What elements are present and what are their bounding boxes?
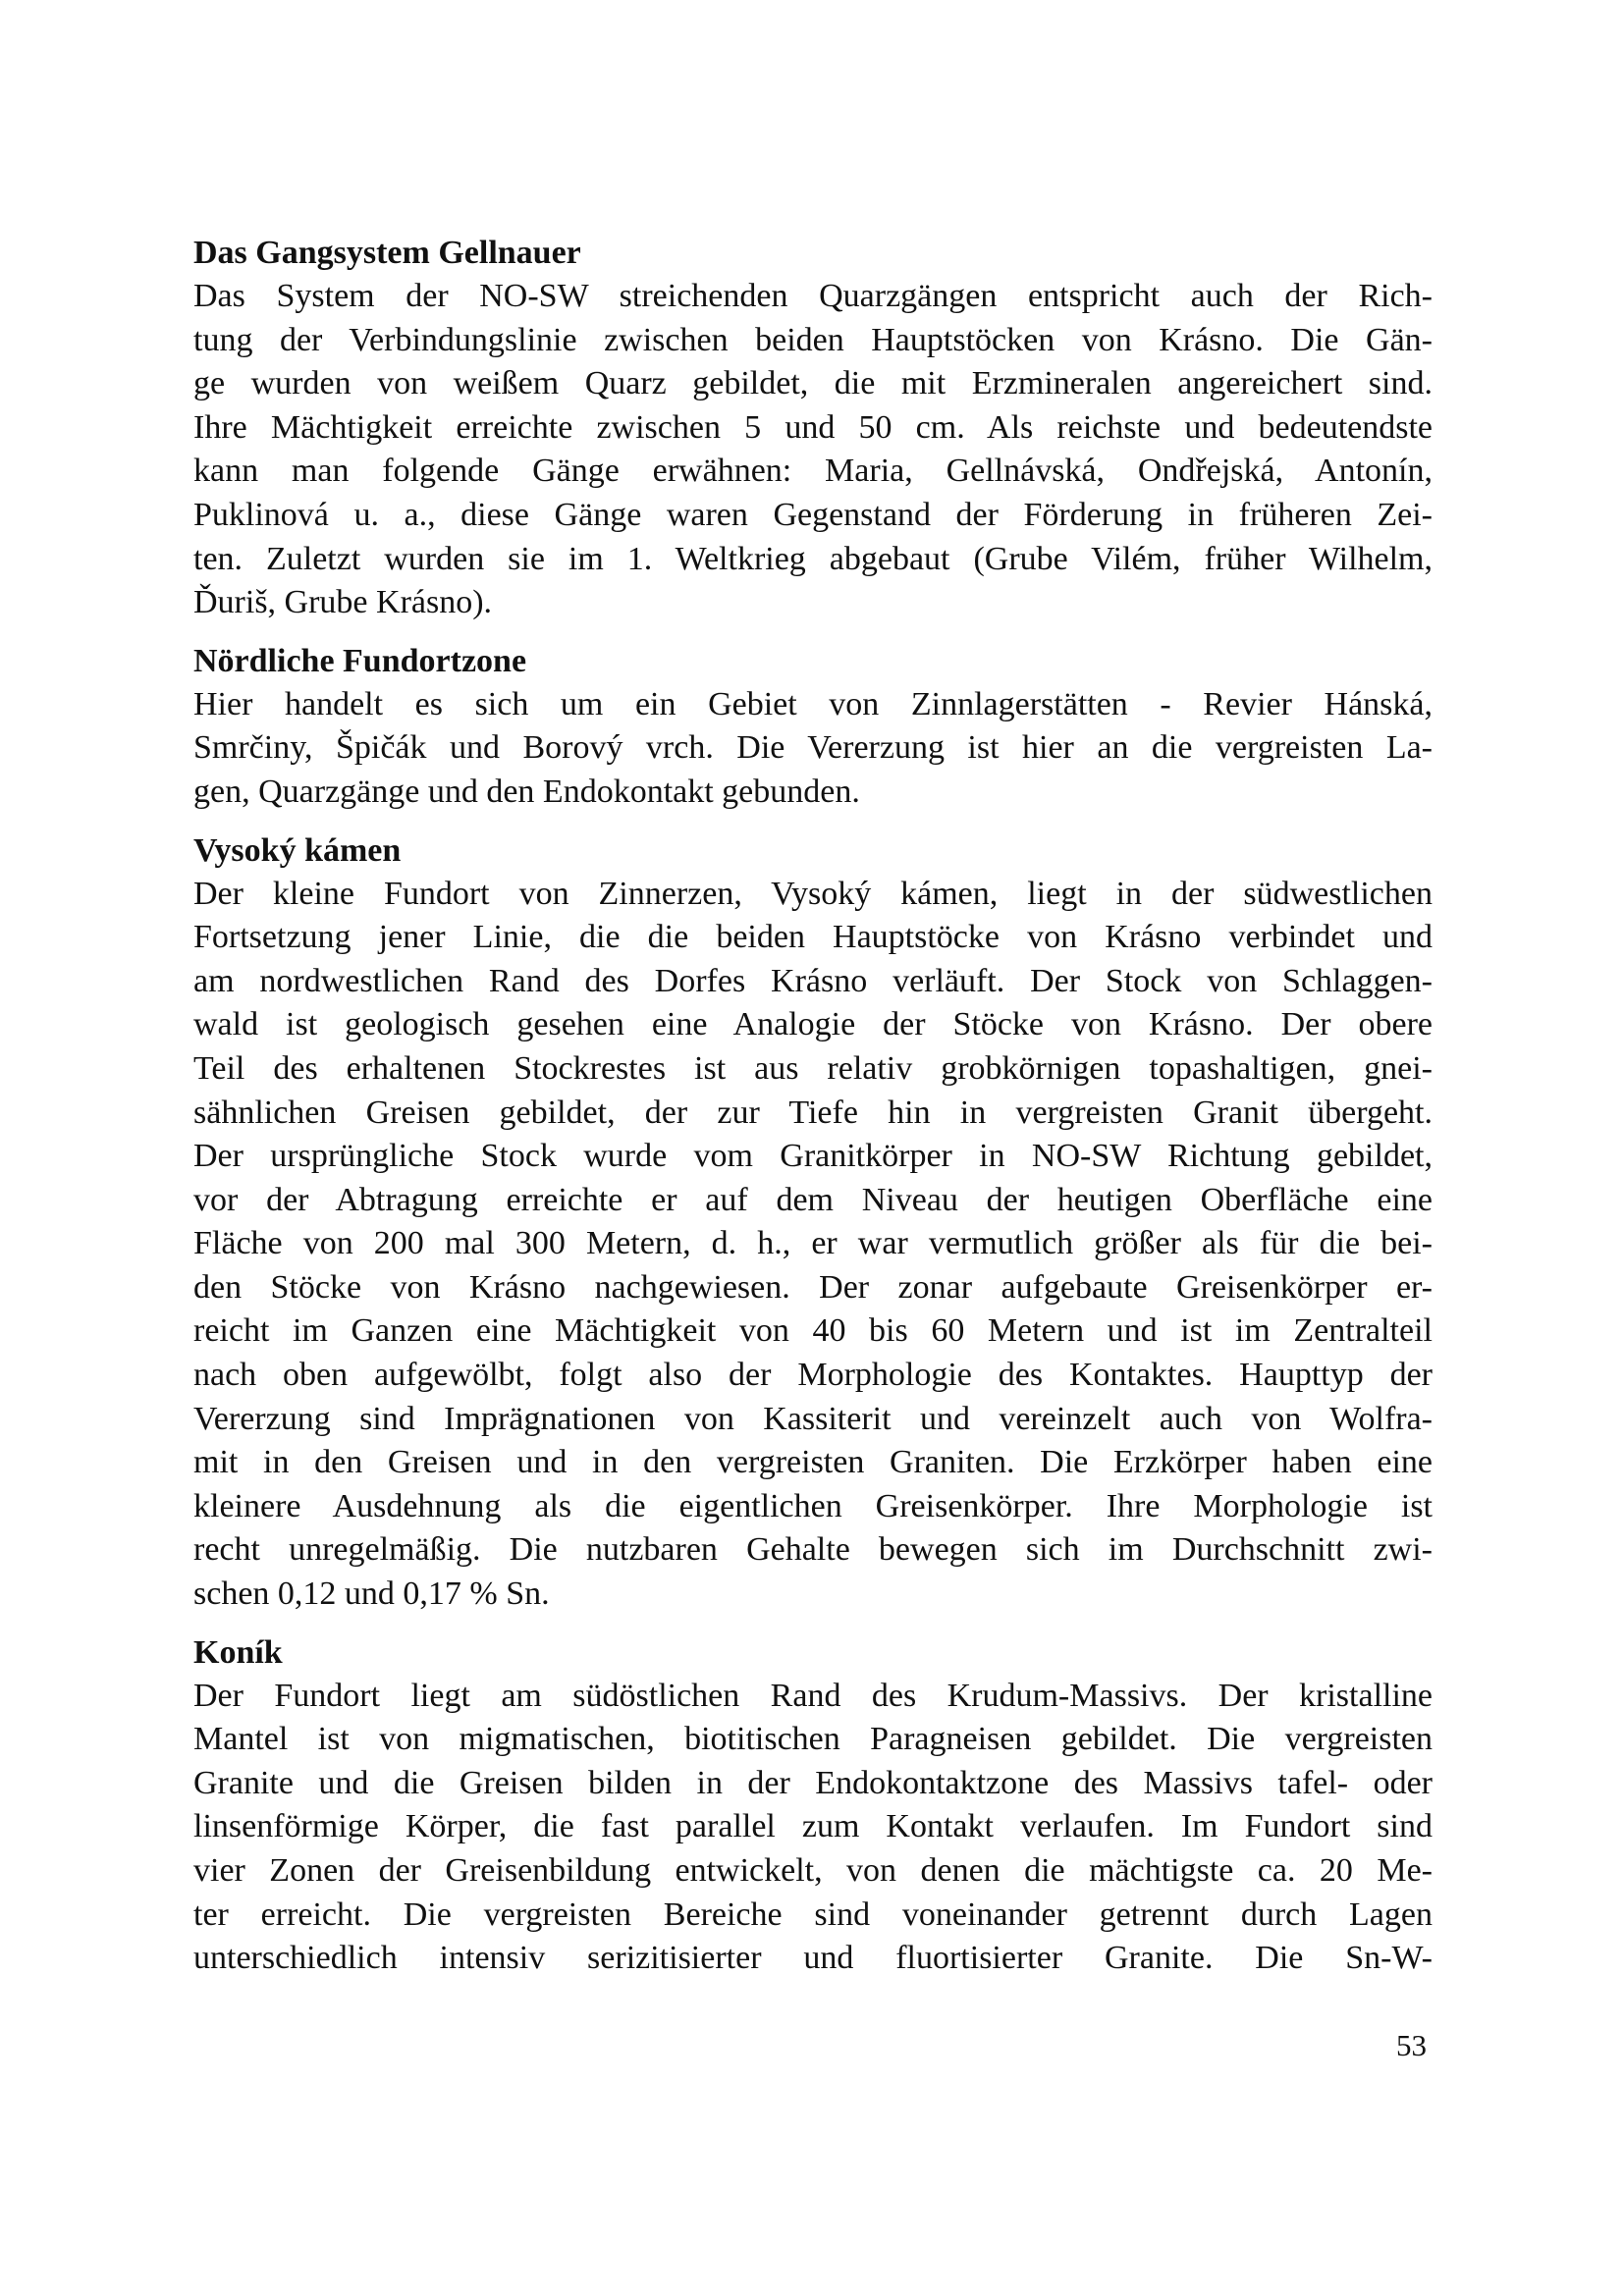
section-heading: Nördliche Fundortzone — [193, 642, 527, 679]
text-line: unterschiedlich intensiv serizitisierter und fluortisierter Granite. Die Sn-W- — [193, 1940, 1433, 1977]
section-gangsystem-gellnauer — [193, 232, 1433, 625]
text-line: Der Fundort liegt am südöstlichen Rand des Krudum-Massivs. Der kristalline — [193, 1677, 1433, 1714]
text-line: Fortsetzung jener Linie, die die beiden Hauptstöcke von Krásno verbindet und — [193, 919, 1433, 956]
text-line: Smrčiny, Špičák und Borový vrch. Die Vererzung ist hier an die vergreisten La- — [193, 729, 1433, 767]
section-paragraph — [193, 1675, 1433, 1981]
text-line: Ihre Mächtigkeit erreichte zwischen 5 und 50 cm. Als reichste und bedeutendste — [193, 408, 1433, 446]
text-line: am nordwestlichen Rand des Dorfes Krásno verläuft. Der Stock von Schlaggen- — [193, 962, 1433, 999]
section-heading: Koník — [193, 1633, 283, 1671]
page-number: 53 — [1396, 2028, 1427, 2062]
text-line: kann man folgende Gänge erwähnen: Maria, Gellnávská, Ondřejská, Antonín, — [193, 453, 1433, 490]
text-line: mit in den Greisen und in den vergreisten Graniten. Die Erzkörper haben eine — [193, 1444, 1433, 1481]
document-body — [193, 232, 1433, 1996]
text-line: den Stöcke von Krásno nachgewiesen. Der zonar aufgebaute Greisenkörper er- — [193, 1268, 1433, 1306]
text-line: nach oben aufgewölbt, folgt also der Morphologie des Kontaktes. Haupttyp der — [193, 1357, 1433, 1394]
text-line: tung der Verbindungslinie zwischen beiden Hauptstöcken von Krásno. Die Gän- — [193, 321, 1433, 358]
text-line: ten. Zuletzt wurden sie im 1. Weltkrieg abgebaut (Grube Vilém, früher Wilhelm, — [193, 540, 1433, 577]
text-line: Hier handelt es sich um ein Gebiet von Zinnlagerstätten - Revier Hánská, — [193, 685, 1433, 722]
text-line: reicht im Ganzen eine Mächtigkeit von 40 bis 60 Metern und ist im Zentralteil — [193, 1312, 1433, 1350]
text-line: Mantel ist von migmatischen, biotitischen Paragneisen gebildet. Die vergreisten — [193, 1721, 1433, 1758]
text-line: kleinere Ausdehnung als die eigentlichen Greisenkörper. Ihre Morphologie ist — [193, 1487, 1433, 1524]
section-vysoky-kamen — [193, 829, 1433, 1617]
text-line: Der kleine Fundort von Zinnerzen, Vysoký kámen, liegt in der südwestlichen — [193, 875, 1433, 912]
text-line: Das System der NO-SW streichenden Quarzgängen entspricht auch der Rich- — [193, 278, 1433, 314]
text-line: ge wurden von weißem Quarz gebildet, die mit Erzmineralen angereichert sind. — [193, 365, 1433, 402]
text-line: Ďuriš, Grube Krásno). — [193, 584, 493, 621]
text-line: wald ist geologisch gesehen eine Analogie der Stöcke von Krásno. Der obere — [193, 1006, 1433, 1043]
text-line: Vererzung sind Imprägnationen von Kassiterit und vereinzelt auch von Wolfra- — [193, 1400, 1433, 1437]
text-line: gen, Quarzgänge und den Endokontakt gebunden. — [193, 773, 860, 810]
section-noerdliche-fundortzone — [193, 640, 1433, 815]
text-line: Der ursprüngliche Stock wurde vom Granitkörper in NO-SW Richtung gebildet, — [193, 1138, 1433, 1175]
section-heading: Vysoký kámen — [193, 831, 402, 869]
section-paragraph — [193, 873, 1433, 1617]
text-line: vor der Abtragung erreichte er auf dem Niveau der heutigen Oberfläche eine — [193, 1181, 1433, 1218]
text-line: recht unregelmäßig. Die nutzbaren Gehalte bewegen sich im Durchschnitt zwi- — [193, 1531, 1433, 1569]
section-konik — [193, 1631, 1433, 1981]
text-line: schen 0,12 und 0,17 % Sn. — [193, 1575, 550, 1613]
section-paragraph — [193, 275, 1433, 625]
text-line: Teil des erhaltenen Stockrestes ist aus relativ grobkörnigen topashaltigen, gnei- — [193, 1049, 1433, 1087]
section-paragraph — [193, 683, 1433, 815]
text-line: Fläche von 200 mal 300 Metern, d. h., er war vermutlich größer als für die bei- — [193, 1225, 1433, 1262]
text-line: Granite und die Greisen bilden in der Endokontaktzone des Massivs tafel- oder — [193, 1764, 1433, 1801]
text-line: linsenförmige Körper, die fast parallel zum Kontakt verlaufen. Im Fundort sind — [193, 1808, 1433, 1845]
text-line: ter erreicht. Die vergreisten Bereiche sind voneinander getrennt durch Lagen — [193, 1896, 1433, 1933]
section-heading: Das Gangsystem Gellnauer — [193, 235, 581, 271]
text-line: vier Zonen der Greisenbildung entwickelt, von denen die mächtigste ca. 20 Me- — [193, 1852, 1433, 1889]
text-line: sähnlichen Greisen gebildet, der zur Tiefe hin in vergreisten Granit übergeht. — [193, 1094, 1433, 1131]
text-line: Puklinová u. a., diese Gänge waren Gegenstand der Förderung in früheren Zei- — [193, 496, 1433, 533]
